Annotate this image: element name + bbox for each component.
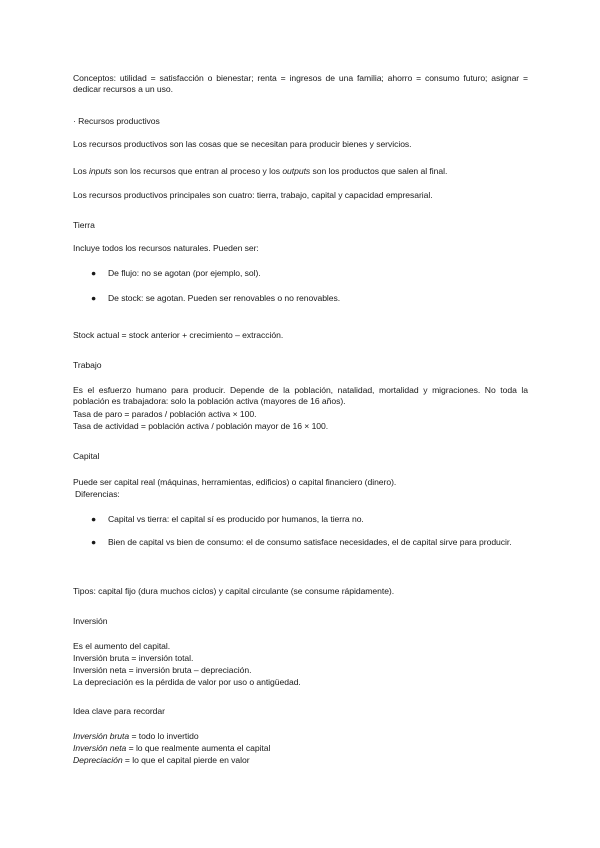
capital-bullet-consumo: Bien de capital vs bien de consumo: el de consumo satisface necesidades, el de capital sirve para producir.: [108, 537, 512, 547]
recursos-p3: Los recursos productivos principales son cuatro: tierra, trabajo, capital y capacidad empresarial.: [73, 190, 433, 200]
recursos-p1: Los recursos productivos son las cosas que se necesitan para producir bienes y servicios.: [73, 139, 412, 149]
idea-term-bruta: Inversión bruta: [73, 731, 130, 741]
tierra-bullet-flujo: De flujo: no se agotan (por ejemplo, sol).: [108, 268, 261, 278]
outputs-term: outputs: [282, 166, 311, 176]
capital-bullet-tierra: Capital vs tierra: el capital sí es producido por humanos, la tierra no.: [108, 514, 364, 524]
inversion-l1: Es el aumento del capital.: [73, 641, 171, 651]
inversion-heading: Inversión: [73, 616, 108, 626]
tipos-capital: Tipos: capital fijo (dura muchos ciclos) y capital circulante (se consume rápidamente).: [73, 586, 395, 596]
idea-term-depreciacion: Depreciación: [73, 755, 123, 765]
tasa-paro: Tasa de paro = parados / población activa × 100.: [73, 409, 257, 419]
stock-formula: Stock actual = stock anterior + crecimiento – extracción.: [73, 330, 284, 340]
bullet-dot: ●: [91, 514, 97, 524]
capital-heading: Capital: [73, 451, 100, 461]
recursos-p2-c: son los productos que salen al final.: [310, 166, 448, 176]
recursos-heading: · Recursos productivos: [73, 116, 160, 126]
tierra-intro: Incluye todos los recursos naturales. Pueden ser:: [73, 243, 259, 253]
idea-heading: Idea clave para recordar: [73, 706, 165, 716]
idea-item-depreciacion: [73, 755, 250, 766]
recursos-p2: [73, 166, 447, 177]
idea-term-neta: Inversión neta: [73, 743, 127, 753]
tierra-bullet-stock: De stock: se agotan. Pueden ser renovables o no renovables.: [108, 293, 341, 303]
inversion-l2: Inversión bruta = inversión total.: [73, 653, 194, 663]
bullet-dot: ●: [91, 268, 97, 278]
bullet-dot: ●: [91, 293, 97, 303]
idea-def-depreciacion: = lo que el capital pierde en valor: [122, 755, 250, 765]
tierra-heading: Tierra: [73, 220, 95, 230]
diferencias-label: Diferencias:: [75, 489, 120, 499]
inversion-l3: Inversión neta = inversión bruta – depreciación.: [73, 665, 252, 675]
trabajo-p1: Es el esfuerzo humano para producir. Depende de la población, natalidad, mortalidad y migraciones. No toda la población es trabajadora: solo la población activa (mayores de 16 años).: [73, 385, 528, 406]
recursos-p2-a: Los: [73, 166, 90, 176]
inversion-l4: La depreciación es la pérdida de valor por uso o antigüedad.: [73, 677, 301, 687]
idea-def-neta: = lo que realmente aumenta el capital: [126, 743, 271, 753]
capital-p1: Puede ser capital real (máquinas, herramientas, edificios) o capital financiero (dinero).: [73, 477, 397, 487]
conceptos-paragraph: Conceptos: utilidad = satisfacción o bienestar; renta = ingresos de una familia; ahorro = consumo futuro; asignar = dedicar recursos a un uso.: [73, 73, 528, 94]
inputs-term: inputs: [89, 166, 112, 176]
trabajo-heading: Trabajo: [73, 360, 102, 370]
idea-item-neta: [73, 743, 270, 754]
recursos-p2-b: son los recursos que entran al proceso y los: [111, 166, 283, 176]
idea-def-bruta: = todo lo invertido: [129, 731, 199, 741]
idea-item-bruta: [73, 731, 199, 742]
bullet-dot: ●: [91, 537, 97, 547]
tasa-actividad: Tasa de actividad = población activa / población mayor de 16 × 100.: [73, 421, 329, 431]
